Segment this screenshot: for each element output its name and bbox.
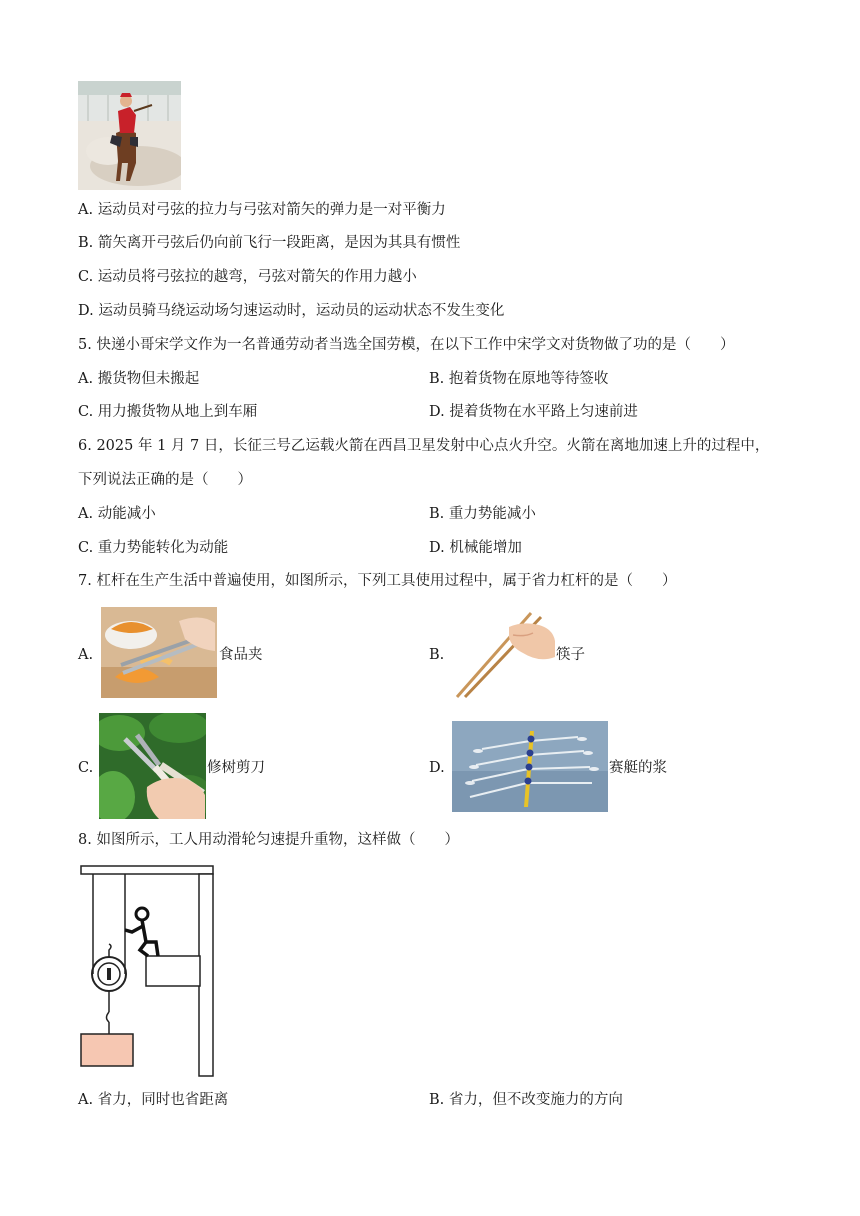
q5-option-a: A. 搬货物但未搬起 — [78, 371, 200, 387]
q5-option-d: D. 提着货物在水平路上匀速前进 — [429, 404, 638, 420]
q6-stem-line2: 下列说法正确的是（ ） — [78, 472, 252, 488]
food-tongs-photo — [101, 607, 217, 698]
q8-option-a: A. 省力，同时也省距离 — [78, 1092, 229, 1108]
q5-option-c: C. 用力搬货物从地上到车厢 — [78, 404, 258, 420]
q7-option-b-label: 筷子 — [556, 647, 585, 663]
q4-option-d: D. 运动员骑马绕运动场匀速运动时，运动员的运动状态不发生变化 — [78, 303, 505, 319]
q8-stem: 8. 如图所示，工人用动滑轮匀速提升重物，这样做（ ） — [78, 832, 459, 848]
q6-option-c: C. 重力势能转化为动能 — [78, 540, 229, 556]
q6-option-d: D. 机械能增加 — [429, 540, 522, 556]
q4-option-b: B. 箭矢离开弓弦后仍向前飞行一段距离，是因为其具有惯性 — [78, 235, 461, 251]
q7-stem: 7. 杠杆在生产生活中普遍使用，如图所示，下列工具使用过程中，属于省力杠杆的是（ ） — [78, 573, 677, 589]
q6-option-a: A. 动能减小 — [78, 506, 156, 522]
q7-option-d-label: 赛艇的浆 — [609, 760, 667, 776]
q7-option-d-letter: D. — [429, 760, 445, 776]
horse-archer-photo — [78, 81, 181, 190]
pruning-shears-photo — [99, 713, 206, 819]
q7-option-a-letter: A. — [78, 647, 94, 663]
q7-option-b-letter: B. — [429, 647, 445, 663]
q5-stem: 5. 快递小哥宋学文作为一名普通劳动者当选全国劳模，在以下工作中宋学文对货物做了功的是（ ） — [78, 337, 735, 353]
q6-option-b: B. 重力势能减小 — [429, 506, 536, 522]
rowing-boat-photo — [452, 721, 608, 812]
movable-pulley-diagram — [76, 862, 216, 1078]
q4-option-c: C. 运动员将弓弦拉的越弯，弓弦对箭矢的作用力越小 — [78, 269, 417, 285]
q7-option-c-letter: C. — [78, 760, 94, 776]
q5-option-b: B. 抱着货物在原地等待签收 — [429, 371, 609, 387]
q8-option-b: B. 省力，但不改变施力的方向 — [429, 1092, 623, 1108]
chopsticks-photo — [453, 607, 555, 701]
q7-option-c-label: 修树剪刀 — [207, 760, 265, 776]
q7-option-a-label: 食品夹 — [219, 647, 263, 663]
q6-stem-line1: 6. 2025 年 1 月 7 日，长征三号乙运载火箭在西昌卫星发射中心点火升空。火箭在离地加速上升的过程中， — [78, 438, 770, 454]
q4-option-a: A. 运动员对弓弦的拉力与弓弦对箭矢的弹力是一对平衡力 — [78, 202, 446, 218]
